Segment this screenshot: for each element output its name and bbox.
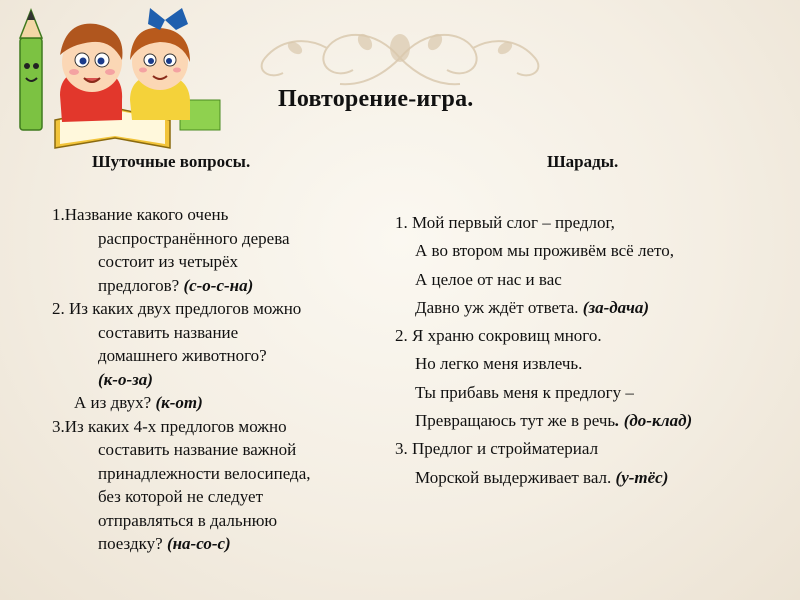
jokes-heading: Шуточные вопросы. <box>92 152 251 171</box>
text-line: Давно уж ждёт ответа. (за-дача) <box>415 297 650 317</box>
text-line: 1.Название какого очень <box>52 205 229 224</box>
text-line: состоит из четырёх <box>98 252 239 271</box>
text-line: А целое от нас и вас <box>415 269 562 289</box>
text-line: Ты прибавь меня к предлогу – <box>415 382 634 402</box>
text-line: предлогов? (с-о-с-на) <box>98 275 254 295</box>
text-line: домашнего животного? <box>98 346 267 365</box>
text-line: Морской выдерживает вал. (у-тёс) <box>415 467 669 487</box>
text-line: поездку? (на-со-с) <box>98 534 231 553</box>
text-line: 2. Из каких двух предлогов можно <box>52 299 302 318</box>
answer-text: (у-тёс) <box>615 467 669 487</box>
text-line: 1. Мой первый слог – предлог, <box>395 213 615 232</box>
kids-reading-illustration <box>0 0 225 150</box>
answer-text: (к-о-за) <box>98 369 153 389</box>
text-line: Превращаюсь тут же в речь. (до-клад) <box>415 411 693 431</box>
pencil-icon <box>20 10 42 130</box>
text-line: отправляться в дальнюю <box>98 510 278 530</box>
text-line: составить название <box>98 322 239 342</box>
charades-heading: Шарады. <box>547 152 619 171</box>
text-line: 3. Предлог и стройматериал <box>395 439 599 459</box>
text-line: принадлежности велосипеда, <box>98 463 311 483</box>
text-line: распространённого дерева <box>98 228 290 248</box>
answer-text: . (до-клад) <box>615 411 693 431</box>
text-line: 3.Из каких 4-х предлогов можно <box>52 416 287 436</box>
answer-text: (за-дача) <box>582 297 650 317</box>
text-line: А из двух? (к-от) <box>74 393 203 412</box>
answer-text: (с-о-с-на) <box>183 275 254 295</box>
text-line: 2. Я храню сокровищ много. <box>395 326 602 346</box>
charades-column <box>395 209 795 492</box>
answer-text: (на-со-с) <box>166 534 231 553</box>
text-line <box>52 368 397 392</box>
page-title: Повторение-игра. <box>278 86 474 112</box>
text-line: составить название важной <box>98 440 297 459</box>
text-line: А во втором мы проживём всё лето, <box>415 241 674 261</box>
jokes-column <box>52 203 397 556</box>
answer-text: (к-от) <box>155 393 203 412</box>
text-line: Но легко меня извлечь. <box>415 354 583 374</box>
text-line: без которой не следует <box>98 487 264 506</box>
